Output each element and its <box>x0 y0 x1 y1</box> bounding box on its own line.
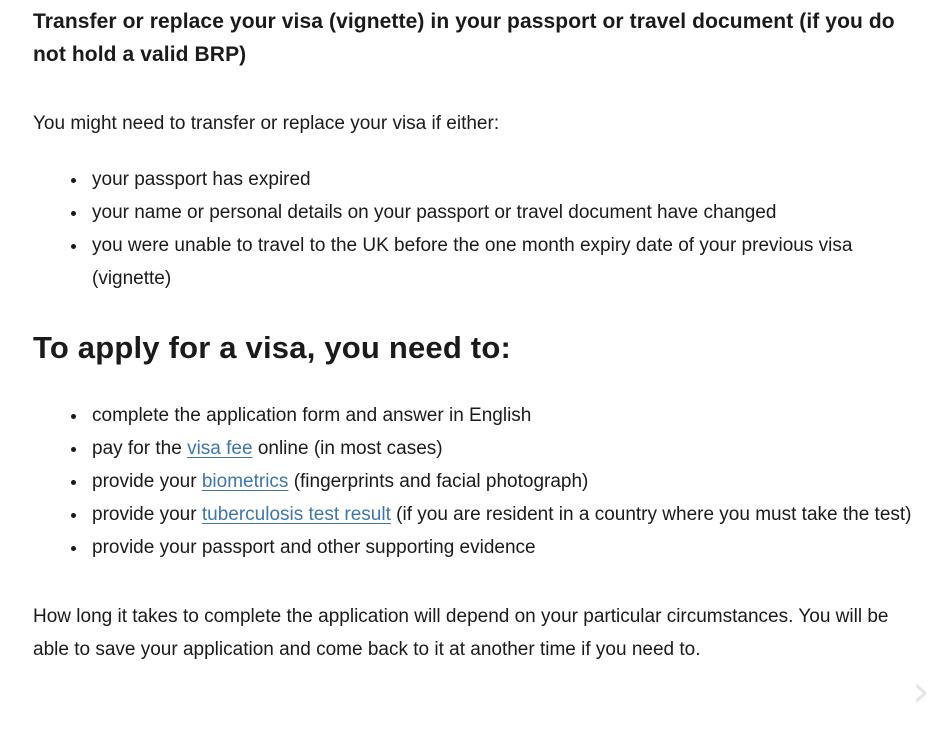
list-item <box>88 465 930 498</box>
page-title: Transfer or replace your visa (vignette) in your passport or travel document (if you do not hold a valid BRP) <box>33 10 895 66</box>
chevron-right-icon[interactable]: › <box>912 666 930 717</box>
intro-paragraph: You might need to transfer or replace your visa if either: <box>33 113 500 134</box>
step-text: online (in most cases) <box>252 438 443 459</box>
apply-section-heading: To apply for a visa, you need to: <box>33 330 511 365</box>
step-text: (fingerprints and facial photograph) <box>288 471 589 492</box>
step-text: (if you are resident in a country where you must take the test) <box>390 504 912 525</box>
tuberculosis-test-link[interactable]: tuberculosis test result <box>201 504 391 525</box>
list-item <box>88 432 930 465</box>
list-item <box>88 531 930 564</box>
application-steps-list <box>33 399 930 564</box>
outro-paragraph: How long it takes to complete the application will depend on your particular circumstances. You will be able to save your application and come back to it at another time if you need to. <box>33 606 889 660</box>
list-item: • your name or personal details on your passport or travel document have changed <box>88 196 930 229</box>
step-text: provide your passport and other supporting evidence <box>92 537 536 558</box>
transfer-reasons-list <box>33 163 930 295</box>
biometrics-link[interactable]: biometrics <box>201 471 289 492</box>
list-item: • your passport has expired <box>88 163 930 196</box>
list-item: • you were unable to travel to the UK before the one month expiry date of your previous visa (vignette) <box>88 229 930 295</box>
step-text: pay for the <box>92 438 188 459</box>
visa-fee-link[interactable]: visa fee <box>187 438 253 459</box>
step-text: provide your <box>92 504 202 525</box>
list-item <box>88 399 930 432</box>
step-text: complete the application form and answer in English <box>92 405 532 426</box>
list-item <box>88 498 930 531</box>
step-text: provide your <box>92 471 202 492</box>
